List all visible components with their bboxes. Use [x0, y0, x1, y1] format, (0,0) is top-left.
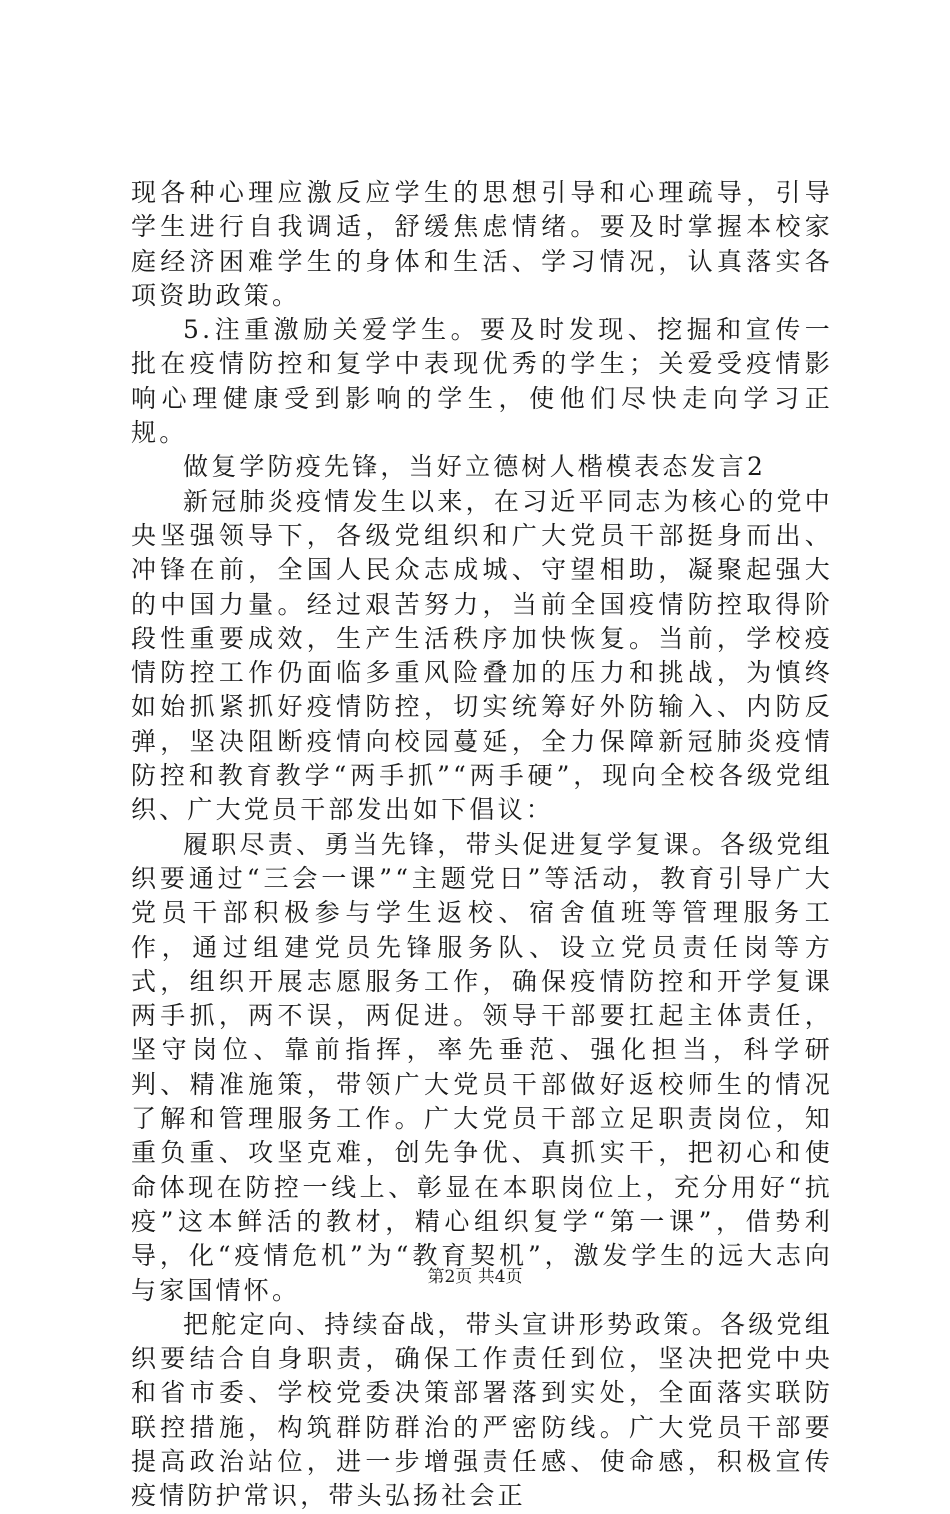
paragraph-item-5: 5.注重激励关爱学生。要及时发现、挖掘和宣传一批在疫情防控和复学中表现优秀的学生；关爱受疫情影响心理健康受到影响的学生，使他们尽快走向学习正规。 — [131, 315, 833, 448]
paragraph-duty: 履职尽责、勇当先锋，带头促进复学复课。各级党组织要通过“三会一课”“主题党日”等活动，教育引导广大党员干部积极参与学生返校、宿舍值班等管理服务工作，通过组建党员先锋服务队、设立党员责任岗等方式，组织开展志愿服务工作，确保疫情防控和开学复课两手抓，两不误，两促进。领导干部要扛起主体责任，坚守岗位、靠前指挥，率先垂范、强化担当，科学研判、精准施策，带领广大党员干部做好返校师生的情况了解和管理服务工作。广大党员干部立足职责岗位，知重负重、攻坚克难，创先争优、真抓实干，把初心和使命体现在防控一线上、彰显在本职岗位上，充分用好“抗疫”这本鲜活的教材，精心组织复学“第一课”，借势利导，化“疫情危机”为“教育契机”，激发学生的远大志向与家国情怀。 — [131, 829, 833, 1305]
paragraph-continuation: 现各种心理应激反应学生的思想引导和心理疏导，引导学生进行自我调适，舒缓焦虑情绪。要及时掌握本校家庭经济困难学生的身体和生活、学习情况，认真落实各项资助政策。 — [131, 178, 833, 310]
page-number-footer: 第2页 共4页 — [427, 1267, 523, 1287]
paragraph-direction: 把舵定向、持续奋战，带头宣讲形势政策。各级党组织要结合自身职责，确保工作责任到位，坚决把党中央和省市委、学校党委决策部署落到实处，全面落实联防联控措施，构筑群防群治的严密防线。广大党员干部要提高政治站位，进一步增强责任感、使命感，积极宣传疫情防护常识，带头弘扬社会正 — [131, 1309, 833, 1511]
section-heading: 做复学防疫先锋，当好立德树人楷模表态发言2 — [183, 452, 767, 482]
paragraph-intro: 新冠肺炎疫情发生以来，在习近平同志为核心的党中央坚强领导下，各级党组织和广大党员干部挺身而出、冲锋在前，全国人民众志成城、守望相助，凝聚起强大的中国力量。经过艰苦努力，当前全国疫情防控取得阶段性重要成效，生产生活秩序加快恢复。当前，学校疫情防控工作仍面临多重风险叠加的压力和挑战，为慎终如始抓紧抓好疫情防控，切实统筹好外防输入、内防反弹，坚决阻断疫情向校园蔓延，全力保障新冠肺炎疫情防控和教育教学“两手抓”“两手硬”，现向全校各级党组织、广大党员干部发出如下倡议： — [131, 486, 833, 825]
document-body — [131, 176, 833, 1514]
